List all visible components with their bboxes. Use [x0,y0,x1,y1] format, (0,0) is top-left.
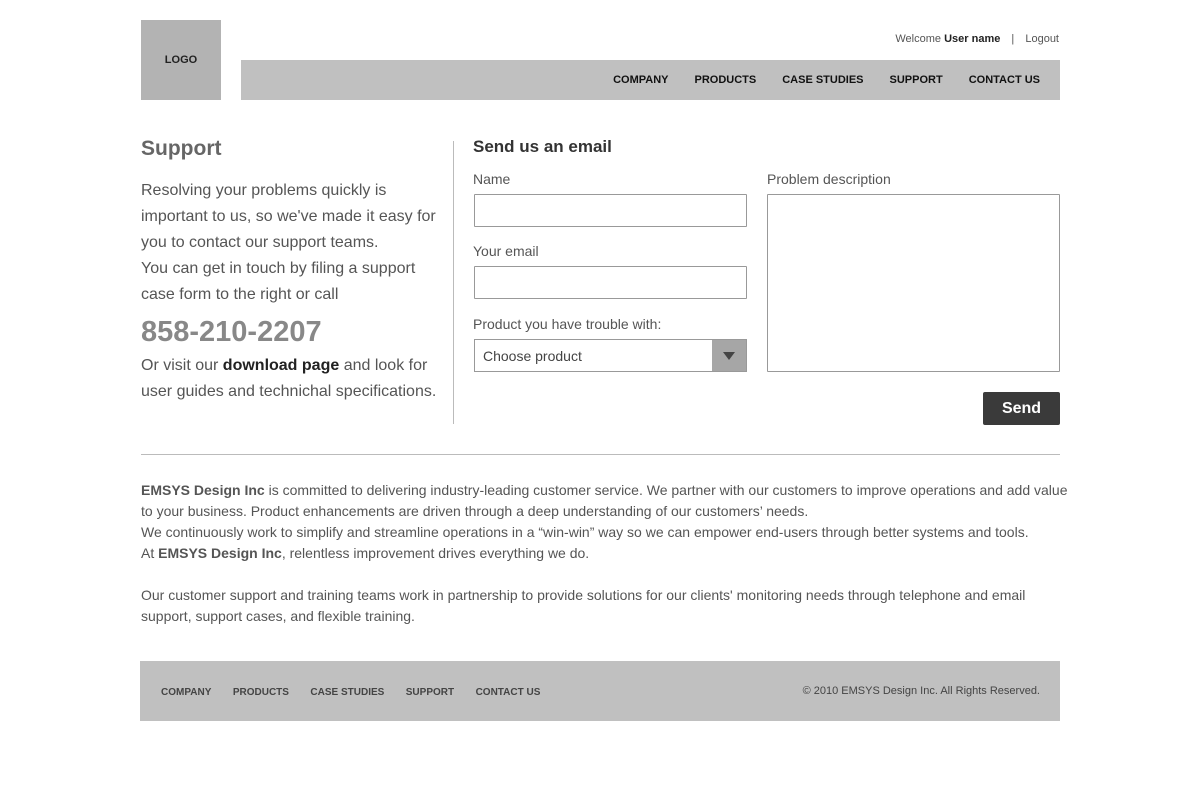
download-page-link[interactable]: download page [222,357,340,374]
email-label: Your email [473,243,539,259]
about-paragraph-3 [141,543,1071,564]
footer-nav-company[interactable]: COMPANY [161,687,212,698]
name-input[interactable] [474,194,747,227]
main-nav [241,60,1060,100]
about-paragraph-4: Our customer support and training teams work in partnership to provide solutions for our clients' monitoring needs through telephone and email support, support cases, and flexible training. [141,587,1026,624]
company-name: EMSYS Design Inc [158,545,282,561]
send-button[interactable]: Send [983,392,1060,425]
footer-nav [161,682,557,700]
nav-products[interactable]: PRODUCTS [694,74,757,86]
about-p1-text: is committed to delivering industry-leading customer service. We partner with our customers to improve operations and add value to your business. Product enhancements are driven through a deep understanding of our customers’ needs. [141,482,1068,519]
product-select-value: Choose product [483,348,582,364]
copyright: © 2010 EMSYS Design Inc. All Rights Reserved. [802,685,1040,697]
support-call-text: You can get in touch by filing a support case form to the right or call [141,260,416,303]
email-input[interactable] [474,266,747,299]
visit-prefix: Or visit our [141,357,219,374]
user-bar [895,33,1059,45]
problem-textarea[interactable] [767,194,1060,372]
support-intro: Resolving your problems quickly is important to us, so we've made it easy for you to contact our support teams. [141,182,436,251]
logout-link[interactable]: Logout [1025,33,1059,45]
nav-case-studies[interactable]: CASE STUDIES [782,74,864,86]
product-label: Product you have trouble with: [473,316,662,332]
nav-company[interactable]: COMPANY [613,74,669,86]
vertical-divider [453,141,454,424]
horizontal-divider [141,454,1060,455]
footer-nav-contact-us[interactable]: CONTACT US [475,687,541,698]
welcome-text: Welcome [895,33,942,45]
visit-suffix: and look for user guides and technichal specifications. [141,357,437,400]
support-info [141,136,441,405]
logo[interactable]: LOGO [141,20,221,100]
nav-contact-us[interactable]: CONTACT US [968,74,1040,86]
user-name: User name [944,33,1001,45]
chevron-down-icon[interactable] [712,340,746,371]
product-select[interactable] [474,339,747,372]
footer-nav-case-studies[interactable]: CASE STUDIES [310,687,385,698]
name-label: Name [473,171,511,187]
about-section [141,480,1071,627]
footer [140,661,1060,721]
page-title: Support [141,137,222,160]
about-p3-prefix: At [141,545,159,561]
problem-label: Problem description [767,171,891,187]
footer-nav-products[interactable]: PRODUCTS [232,687,289,698]
company-name: EMSYS Design Inc [141,482,265,498]
about-paragraph-2: We continuously work to simplify and streamline operations in a “win-win” way so we can empower end-users through better systems and tools. [141,524,1029,540]
about-p3-text: , relentless improvement drives everything we do. [281,545,590,561]
support-phone: 858-210-2207 [141,316,322,348]
about-paragraph-1 [141,480,1071,522]
support-visit-text [141,353,441,405]
form-title: Send us an email [473,137,612,156]
nav-support[interactable]: SUPPORT [889,74,943,86]
user-bar-separator: | [1011,33,1015,45]
footer-nav-support[interactable]: SUPPORT [405,687,455,698]
